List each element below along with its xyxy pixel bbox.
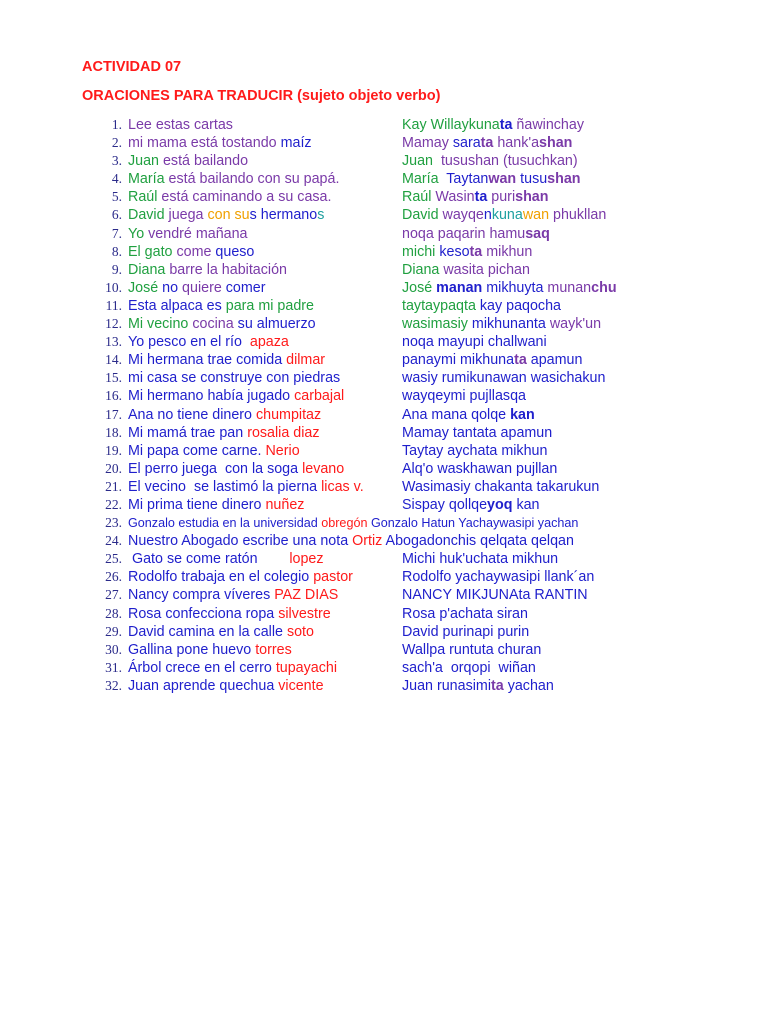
sentence-row xyxy=(0,514,768,532)
spanish-sentence-segment: mi casa se construye con piedras xyxy=(128,370,341,387)
spanish-sentence xyxy=(128,460,344,478)
quechua-translation xyxy=(402,387,526,405)
sentence-number: 14. xyxy=(105,352,122,368)
spanish-sentence-segment: Ortiz xyxy=(352,533,383,550)
quechua-translation-segment: Taytan xyxy=(446,171,489,188)
spanish-sentence-segment: juega xyxy=(168,207,208,224)
spanish-sentence xyxy=(128,442,300,460)
spanish-sentence-segment: Rodolfo trabaja en el colegio xyxy=(128,569,314,586)
quechua-translation-segment: Mamay tantata apamun xyxy=(402,424,553,441)
spanish-sentence-segment: s xyxy=(317,207,325,224)
sentence-row xyxy=(0,424,768,442)
sentence-number: 8. xyxy=(111,243,122,259)
sentence-row xyxy=(0,206,768,224)
spanish-sentence-segment: Árbol crece en el cerro xyxy=(128,659,276,676)
sentence-row xyxy=(0,677,768,695)
sentence-number: 13. xyxy=(105,334,122,350)
spanish-sentence xyxy=(128,387,344,405)
sentence-row xyxy=(0,442,768,460)
sentence-row xyxy=(0,351,768,369)
quechua-translation-segment: kay paqocha xyxy=(479,297,561,314)
spanish-sentence-segment: Mi prima tiene dinero xyxy=(128,496,266,513)
sentence-row xyxy=(0,387,768,405)
spanish-sentence-segment: David camina en la calle xyxy=(128,623,287,640)
spanish-sentence-segment: dilmar xyxy=(286,352,326,369)
sentence-row xyxy=(0,550,768,568)
quechua-translation-segment: wayqe xyxy=(442,207,484,224)
spanish-sentence-segment: Rosa confecciona ropa xyxy=(128,605,279,622)
spanish-sentence-segment: chumpitaz xyxy=(255,406,322,423)
sentence-row xyxy=(0,261,768,279)
quechua-translation-segment: Mamay xyxy=(402,135,453,152)
spanish-sentence-segment: vicente xyxy=(278,677,324,694)
sentence-row xyxy=(0,333,768,351)
spanish-sentence-segment: Gallina pone huevo xyxy=(128,641,256,658)
sentence-number: 16. xyxy=(105,388,122,404)
quechua-translation-segment: mikhunanta xyxy=(471,316,550,333)
spanish-sentence-segment: Nuestro Abogado escribe una nota xyxy=(128,533,353,550)
sentence-number: 10. xyxy=(105,279,122,295)
spanish-sentence-segment: Mi hermano había jugado xyxy=(128,388,295,405)
sentence-row xyxy=(0,623,768,641)
quechua-translation-segment: Wallpa runtuta churan xyxy=(402,641,542,658)
quechua-translation-segment: David xyxy=(402,207,443,224)
sentence-number: 25. xyxy=(105,551,122,567)
quechua-translation xyxy=(402,116,584,134)
quechua-translation-segment: yoq xyxy=(487,496,513,513)
sentence-number: 2. xyxy=(111,135,122,151)
sentence-row xyxy=(0,279,768,297)
sentence-number: 1. xyxy=(111,117,122,132)
quechua-translation xyxy=(402,406,535,424)
sentence-number: 7. xyxy=(111,225,122,241)
sentence-row xyxy=(0,134,768,152)
quechua-translation-segment: sach'a orqopi wiñan xyxy=(402,659,536,676)
spanish-sentence-segment: Nerio xyxy=(265,442,300,459)
spanish-sentence-segment: Diana xyxy=(128,261,170,278)
sentence-number: 21. xyxy=(105,478,122,494)
quechua-translation xyxy=(402,659,536,677)
spanish-sentence-segment: su almuerzo xyxy=(237,316,316,333)
quechua-translation-segment: wasita pichan xyxy=(443,261,530,278)
sentence-row xyxy=(0,586,768,604)
sentence-number: 24. xyxy=(105,533,122,549)
sentence-row xyxy=(0,659,768,677)
quechua-translation-segment: manan xyxy=(436,279,483,296)
spanish-sentence-segment: Abogadonchis qelqata qelqan xyxy=(382,533,574,550)
spanish-sentence-segment: Yo pesco en el río xyxy=(128,334,250,351)
spanish-sentence-segment: maíz xyxy=(280,135,312,152)
spanish-sentence-segment: nuñez xyxy=(265,496,305,513)
sentence-number: 29. xyxy=(105,623,122,639)
page-title: ACTIVIDAD 07 xyxy=(82,59,182,75)
spanish-sentence xyxy=(128,188,331,206)
quechua-translation-segment: sara xyxy=(452,135,481,152)
spanish-sentence xyxy=(128,568,353,586)
quechua-translation xyxy=(402,188,549,206)
spanish-sentence-segment: Raúl xyxy=(128,189,162,206)
quechua-translation xyxy=(402,442,547,460)
spanish-sentence-segment: comer xyxy=(225,279,266,296)
sentence-row xyxy=(0,152,768,170)
spanish-sentence-segment: pastor xyxy=(313,569,353,586)
spanish-sentence-segment: levano xyxy=(302,460,345,477)
quechua-translation xyxy=(402,586,588,604)
quechua-translation-segment: hank'a xyxy=(493,135,540,152)
spanish-sentence xyxy=(128,514,578,532)
sentence-number: 20. xyxy=(105,460,122,476)
quechua-translation-segment: mikhun xyxy=(482,243,533,260)
spanish-sentence-segment: con su xyxy=(207,207,250,224)
sentence-number: 6. xyxy=(111,207,122,223)
quechua-translation-segment: wayqeymi pujllasqa xyxy=(402,388,526,405)
spanish-sentence-segment: come xyxy=(176,243,216,260)
sentence-row xyxy=(0,605,768,623)
spanish-sentence-segment: está bailando xyxy=(162,153,249,170)
quechua-translation xyxy=(402,152,578,170)
spanish-sentence-segment: Mi hermana trae comida xyxy=(128,352,287,369)
spanish-sentence-segment: soto xyxy=(286,623,314,640)
quechua-translation-segment: Kay Willaykuna xyxy=(402,117,500,133)
quechua-translation xyxy=(402,369,605,387)
quechua-translation-segment: ñawinchay xyxy=(512,117,584,133)
quechua-translation xyxy=(402,478,599,496)
quechua-translation-segment: saq xyxy=(525,225,550,242)
spanish-sentence-segment: barre xyxy=(169,261,207,278)
spanish-sentence-segment: tupayachi xyxy=(275,659,338,676)
spanish-sentence xyxy=(128,550,324,568)
quechua-translation-segment: ta xyxy=(499,117,513,133)
quechua-translation-segment: shan xyxy=(539,135,573,152)
spanish-sentence xyxy=(128,406,321,424)
spanish-sentence-segment: mi mama xyxy=(128,135,191,152)
quechua-translation-segment: Taytay aychata mikhun xyxy=(402,442,548,459)
quechua-translation-segment: Ana mana qolqe xyxy=(402,406,511,423)
spanish-sentence xyxy=(128,351,325,369)
spanish-sentence xyxy=(128,206,324,224)
spanish-sentence xyxy=(128,641,292,659)
quechua-translation-segment: kuna xyxy=(491,207,523,224)
quechua-translation-segment: wan xyxy=(488,171,517,188)
spanish-sentence-segment: obregón xyxy=(321,516,368,531)
spanish-sentence-segment: Mi vecino xyxy=(128,316,193,333)
quechua-translation-segment: Alq'o waskhawan pujllan xyxy=(402,460,558,477)
spanish-sentence-segment: María xyxy=(128,171,169,188)
quechua-translation-segment: Diana xyxy=(402,261,444,278)
quechua-translation-segment: Rodolfo yachaywasipi llank´an xyxy=(402,569,595,586)
spanish-sentence xyxy=(128,369,340,387)
sentence-row xyxy=(0,478,768,496)
quechua-translation-segment: noqa mayupi challwani xyxy=(402,334,547,351)
spanish-sentence-segment: silvestre xyxy=(278,605,331,622)
sentence-number: 22. xyxy=(105,496,122,512)
spanish-sentence-segment: para mi padre xyxy=(225,297,314,314)
spanish-sentence xyxy=(128,134,312,152)
spanish-sentence-segment: está tostando xyxy=(190,135,281,152)
spanish-sentence-segment: PAZ DIAS xyxy=(274,587,339,604)
sentence-number: 30. xyxy=(105,641,122,657)
sentence-row xyxy=(0,369,768,387)
spanish-sentence-segment: la habitación xyxy=(206,261,287,278)
spanish-sentence xyxy=(128,225,248,243)
spanish-sentence xyxy=(128,170,339,188)
sentence-number: 31. xyxy=(105,659,122,675)
sentence-row xyxy=(0,641,768,659)
quechua-translation-segment: Sispay qollqe xyxy=(402,496,488,513)
spanish-sentence-segment: apaza xyxy=(249,334,289,351)
quechua-translation-segment: apamun xyxy=(526,352,583,369)
spanish-sentence-segment: está caminando a su casa. xyxy=(161,189,332,206)
spanish-sentence-segment: David xyxy=(128,207,169,224)
quechua-translation-segment: shan xyxy=(547,171,581,188)
quechua-translation-segment: wasiy rumikunawan wasichakun xyxy=(402,370,606,387)
sentence-number: 11. xyxy=(105,297,122,313)
quechua-translation-segment: Juan runasimi xyxy=(402,677,491,694)
spanish-sentence xyxy=(128,243,254,261)
spanish-sentence-segment: Mi papa come carne. xyxy=(128,442,266,459)
spanish-sentence-segment: El perro juega con la soga xyxy=(128,460,303,477)
quechua-translation-segment: n xyxy=(483,207,492,224)
spanish-sentence-segment: Juan xyxy=(128,153,163,170)
spanish-sentence xyxy=(128,424,320,442)
spanish-sentence xyxy=(128,478,364,496)
spanish-sentence xyxy=(128,152,248,170)
spanish-sentence-segment: queso xyxy=(215,243,255,260)
spanish-sentence-segment: Ana no tiene dinero xyxy=(128,406,256,423)
quechua-translation-segment: Juan xyxy=(402,153,441,170)
spanish-sentence-segment: quiere xyxy=(182,279,226,296)
quechua-translation-segment: puri xyxy=(487,189,516,206)
sentence-row xyxy=(0,116,768,134)
spanish-sentence-segment: cartas xyxy=(193,117,233,133)
spanish-sentence-segment: carbajal xyxy=(294,388,345,405)
quechua-translation-segment: ta xyxy=(480,135,494,152)
sentence-row xyxy=(0,243,768,261)
sentence-number: 12. xyxy=(105,316,122,332)
sentence-number: 15. xyxy=(105,370,122,386)
quechua-translation xyxy=(402,225,550,243)
spanish-sentence-segment: lopez xyxy=(289,551,324,568)
quechua-translation xyxy=(402,315,601,333)
sentence-row xyxy=(0,170,768,188)
spanish-sentence xyxy=(128,623,314,641)
quechua-translation xyxy=(402,496,540,514)
spanish-sentence-segment: licas v. xyxy=(321,478,364,495)
sentence-row xyxy=(0,532,768,550)
quechua-translation xyxy=(402,170,581,188)
quechua-translation-segment: taytaypaqta xyxy=(402,297,480,314)
quechua-translation-segment: ta xyxy=(474,189,488,206)
spanish-sentence-segment: rosalia diaz xyxy=(247,424,320,441)
spanish-sentence-segment: Juan aprende quechua xyxy=(128,677,279,694)
sentence-row xyxy=(0,188,768,206)
sentence-number: 23. xyxy=(105,515,122,531)
sentence-number: 28. xyxy=(105,605,122,621)
quechua-translation-segment: wasimasiy xyxy=(402,316,472,333)
sentence-row xyxy=(0,225,768,243)
sentence-row xyxy=(0,460,768,478)
sentence-number: 9. xyxy=(111,261,122,277)
quechua-translation xyxy=(402,206,606,224)
quechua-translation xyxy=(402,243,532,261)
sentence-row xyxy=(0,406,768,424)
spanish-sentence-segment: está bailando con su papá. xyxy=(168,171,340,188)
sentence-list xyxy=(0,116,768,695)
spanish-sentence xyxy=(128,261,287,279)
quechua-translation xyxy=(402,550,558,568)
quechua-translation xyxy=(402,677,554,695)
quechua-translation-segment: Wasimasiy chakanta takarukun xyxy=(402,478,600,495)
sentence-number: 3. xyxy=(111,153,122,169)
spanish-sentence-segment: Gato se come ratón xyxy=(128,551,290,568)
quechua-translation xyxy=(402,351,582,369)
sentence-number: 19. xyxy=(105,442,122,458)
quechua-translation-segment: ta xyxy=(469,243,483,260)
sentence-row xyxy=(0,297,768,315)
sentence-row xyxy=(0,568,768,586)
spanish-sentence-segment: Esta alpaca es xyxy=(128,297,226,314)
quechua-translation xyxy=(402,134,572,152)
spanish-sentence-segment: Gonzalo Hatun Yachaywasipi yachan xyxy=(367,516,579,531)
sentence-number: 5. xyxy=(111,189,122,205)
quechua-translation xyxy=(402,568,594,586)
spanish-sentence xyxy=(128,677,324,695)
spanish-sentence xyxy=(128,605,331,623)
spanish-sentence-segment: vendré mañana xyxy=(148,225,248,242)
quechua-translation-segment: munan xyxy=(547,279,592,296)
sentence-number: 27. xyxy=(105,587,122,603)
sentence-number: 18. xyxy=(105,424,122,440)
quechua-translation-segment: phukllan xyxy=(553,207,607,224)
quechua-translation xyxy=(402,424,552,442)
quechua-translation xyxy=(402,279,617,297)
quechua-translation-segment: Wasin xyxy=(435,189,475,206)
sentence-row xyxy=(0,496,768,514)
spanish-sentence-segment: cocina xyxy=(192,316,238,333)
quechua-translation-segment: ta xyxy=(491,677,504,694)
quechua-translation-segment: José xyxy=(402,279,437,296)
spanish-sentence-segment: estas xyxy=(155,117,194,133)
spanish-sentence xyxy=(128,659,337,677)
quechua-translation xyxy=(402,333,547,351)
quechua-translation-segment: María xyxy=(402,171,447,188)
spanish-sentence xyxy=(128,333,289,351)
quechua-translation-segment: NANCY MIKJUNAta RANTIN xyxy=(402,587,588,604)
quechua-translation-segment: noqa paqarin hamu xyxy=(402,225,526,242)
spanish-sentence-segment: s hermano xyxy=(249,207,318,224)
quechua-translation-segment: shan xyxy=(515,189,549,206)
quechua-translation xyxy=(402,605,528,623)
quechua-translation-segment: michi xyxy=(402,243,440,260)
spanish-sentence-segment: no xyxy=(162,279,183,296)
spanish-sentence-segment: Gonzalo estudia en la universidad xyxy=(128,516,322,531)
spanish-sentence xyxy=(128,315,316,333)
quechua-translation xyxy=(402,261,530,279)
spanish-sentence-segment: torres xyxy=(255,641,292,658)
quechua-translation-segment: David purinapi purin xyxy=(402,623,530,640)
quechua-translation-segment: keso xyxy=(439,243,470,260)
spanish-sentence xyxy=(128,279,266,297)
spanish-sentence xyxy=(128,297,314,315)
quechua-translation-segment: tusu xyxy=(516,171,548,188)
quechua-translation-segment: chu xyxy=(591,279,617,296)
quechua-translation-segment: kan xyxy=(512,496,540,513)
quechua-translation-segment: tusushan (tusuchkan) xyxy=(440,153,578,170)
spanish-sentence xyxy=(128,532,574,550)
spanish-sentence-segment: Mi mamá trae pan xyxy=(128,424,248,441)
quechua-translation-segment: panaymi mikhuna xyxy=(402,352,515,369)
quechua-translation xyxy=(402,641,541,659)
sentence-number: 17. xyxy=(105,406,122,422)
spanish-sentence-segment: El vecino se lastimó la pierna xyxy=(128,478,322,495)
quechua-translation-segment: mikhuyta xyxy=(482,279,548,296)
spanish-sentence-segment: Nancy compra víveres xyxy=(128,587,275,604)
spanish-sentence-segment: Yo xyxy=(128,225,149,242)
spanish-sentence-segment: Lee xyxy=(128,117,156,133)
sentence-row xyxy=(0,315,768,333)
quechua-translation xyxy=(402,460,557,478)
quechua-translation-segment: yachan xyxy=(503,677,554,694)
spanish-sentence xyxy=(128,496,304,514)
spanish-sentence xyxy=(128,586,338,604)
sentence-number: 26. xyxy=(105,569,122,585)
quechua-translation-segment: ta xyxy=(514,352,527,369)
quechua-translation xyxy=(402,623,529,641)
spanish-sentence xyxy=(128,116,233,134)
quechua-translation-segment: Michi huk'uchata mikhun xyxy=(402,551,559,568)
quechua-translation-segment: wan xyxy=(522,207,554,224)
sentence-number: 32. xyxy=(105,677,122,693)
spanish-sentence-segment: El gato xyxy=(128,243,177,260)
quechua-translation-segment: kan xyxy=(510,406,535,423)
quechua-translation-segment: Raúl xyxy=(402,189,436,206)
spanish-sentence-segment: José xyxy=(128,279,163,296)
quechua-translation-segment: Rosa p'achata siran xyxy=(402,605,528,622)
page-subtitle: ORACIONES PARA TRADUCIR (sujeto objeto verbo) xyxy=(82,88,441,104)
quechua-translation xyxy=(402,297,561,315)
sentence-number: 4. xyxy=(111,171,122,187)
quechua-translation-segment: wayk'un xyxy=(549,316,602,333)
